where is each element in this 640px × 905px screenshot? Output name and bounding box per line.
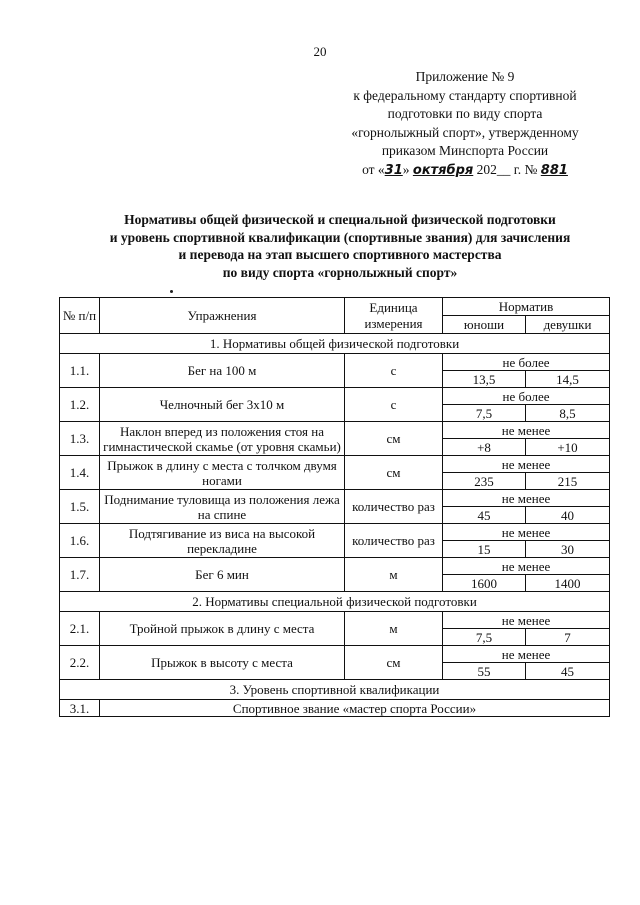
row-unit: см	[345, 646, 443, 680]
row-condition: не более	[443, 354, 610, 371]
value-boys: 13,5	[443, 371, 526, 388]
table-row	[60, 646, 610, 663]
row-unit: количество раз	[345, 524, 443, 558]
row-number: 1.5.	[60, 490, 100, 524]
value-girls: 8,5	[526, 405, 610, 422]
title-line: и перевода на этап высшего спортивного мастерства	[178, 247, 502, 262]
row-unit: см	[345, 456, 443, 490]
table-row	[60, 558, 610, 575]
row-condition: не менее	[443, 612, 610, 629]
row-number: 2.2.	[60, 646, 100, 680]
order-date-line	[300, 161, 630, 181]
row-condition: не менее	[443, 524, 610, 541]
section-header: 1. Нормативы общей физической подготовки	[60, 334, 610, 354]
table-row	[60, 524, 610, 541]
date-mid: »	[402, 161, 410, 177]
row-exercise: Прыжок в длину с места с толчком двумя ногами	[100, 456, 345, 490]
date-prefix: от «	[362, 161, 385, 177]
value-boys: 15	[443, 541, 526, 558]
value-girls: +10	[526, 439, 610, 456]
row-exercise: Челночный бег 3х10 м	[100, 388, 345, 422]
row-condition: не менее	[443, 558, 610, 575]
row-number: 1.6.	[60, 524, 100, 558]
value-boys: 235	[443, 473, 526, 490]
row-condition: не менее	[443, 490, 610, 507]
appendix-line: «горнолыжный спорт», утвержденному	[351, 124, 579, 140]
header-unit: Единица измерения	[345, 298, 443, 334]
title-line: и уровень спортивной квалификации (спортивные звания) для зачисления	[109, 229, 571, 245]
table-row	[60, 456, 610, 473]
value-boys: 55	[443, 663, 526, 680]
row-number: 1.1.	[60, 354, 100, 388]
appendix-title: Приложение № 9	[415, 69, 515, 84]
row-exercise: Подтягивание из виса на высокой перекладине	[100, 524, 345, 558]
value-boys: 7,5	[443, 405, 526, 422]
appendix-line: подготовки по виду спорта	[387, 106, 543, 121]
row-unit: м	[345, 612, 443, 646]
title-line: по виду спорта «горнолыжный спорт»	[222, 264, 458, 280]
row-unit: с	[345, 388, 443, 422]
header-norm: Норматив	[443, 298, 610, 316]
header-num: № п/п	[60, 298, 100, 334]
table-row	[60, 422, 610, 439]
row-number: 2.1.	[60, 612, 100, 646]
section-header: 2. Нормативы специальной физической подготовки	[60, 592, 610, 612]
row-exercise: Спортивное звание «мастер спорта России»	[100, 700, 610, 717]
row-exercise: Бег 6 мин	[100, 558, 345, 592]
handwritten-order-number: 881	[540, 162, 568, 178]
value-girls: 45	[526, 663, 610, 680]
row-unit: с	[345, 354, 443, 388]
section-header: 3. Уровень спортивной квалификации	[60, 680, 610, 700]
appendix-line: приказом Минспорта России	[381, 143, 549, 158]
row-number: 1.2.	[60, 388, 100, 422]
row-condition: не менее	[443, 422, 610, 439]
row-number: 1.3.	[60, 422, 100, 456]
row-condition: не более	[443, 388, 610, 405]
handwritten-month: октября	[412, 162, 474, 178]
standards-table	[59, 297, 610, 717]
table-row	[60, 490, 610, 507]
row-exercise: Наклон вперед из положения стоя на гимнастической скамье (от уровня скамьи)	[100, 422, 345, 456]
value-boys: 45	[443, 507, 526, 524]
title-line: Нормативы общей физической и специальной физической подготовки	[124, 212, 556, 227]
header-exercise: Упражнения	[100, 298, 345, 334]
table-row	[60, 388, 610, 405]
stray-dot	[170, 290, 173, 293]
appendix-header	[300, 68, 630, 180]
row-condition: не менее	[443, 456, 610, 473]
value-girls: 14,5	[526, 371, 610, 388]
value-girls: 30	[526, 541, 610, 558]
header-girls: девушки	[526, 316, 610, 334]
value-boys: 7,5	[443, 629, 526, 646]
row-condition: не менее	[443, 646, 610, 663]
row-exercise: Поднимание туловища из положения лежа на спине	[100, 490, 345, 524]
date-year: 202__ г. №	[476, 161, 538, 177]
value-boys: +8	[443, 439, 526, 456]
row-number: 1.7.	[60, 558, 100, 592]
handwritten-day: 31	[384, 162, 403, 178]
row-number: 1.4.	[60, 456, 100, 490]
row-exercise: Бег на 100 м	[100, 354, 345, 388]
value-girls: 7	[526, 629, 610, 646]
table-row	[60, 612, 610, 629]
row-unit: см	[345, 422, 443, 456]
document-title	[0, 211, 640, 281]
row-number: 3.1.	[60, 700, 100, 717]
value-girls: 1400	[526, 575, 610, 592]
value-girls: 215	[526, 473, 610, 490]
row-exercise: Прыжок в высоту с места	[100, 646, 345, 680]
appendix-line: к федеральному стандарту спортивной	[353, 87, 577, 103]
header-boys: юноши	[443, 316, 526, 334]
page-number: 20	[313, 44, 327, 59]
value-girls: 40	[526, 507, 610, 524]
table-row	[60, 700, 610, 717]
row-unit: количество раз	[345, 490, 443, 524]
row-unit: м	[345, 558, 443, 592]
value-boys: 1600	[443, 575, 526, 592]
row-exercise: Тройной прыжок в длину с места	[100, 612, 345, 646]
table-row	[60, 354, 610, 371]
